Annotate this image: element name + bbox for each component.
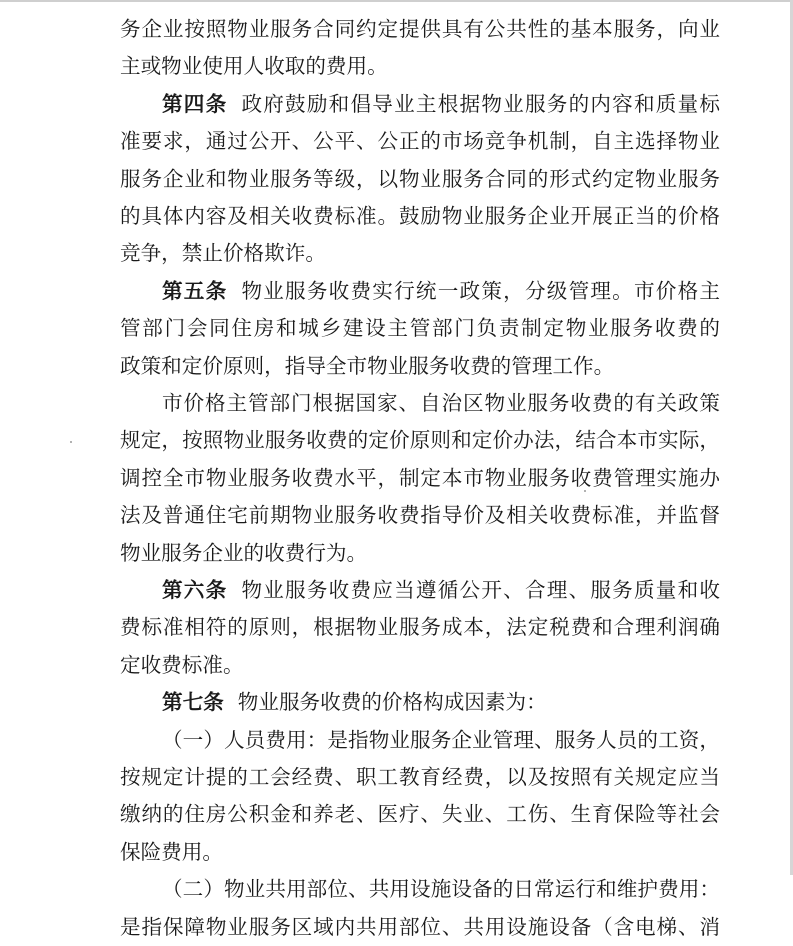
- text-line: 定收费标准。: [120, 652, 244, 677]
- text-segment: 物业服务收费的价格构成因素为：: [237, 690, 547, 715]
- text-line: 保险费用。: [120, 839, 223, 864]
- text-line: 法及普通住宅前期物业服务收费指导价及相关收费标准，并监督: [120, 503, 720, 528]
- text-line: 市价格主管部门根据国家、自治区物业服务收费的有关政策: [162, 391, 720, 415]
- text-line: 缴纳的住房公积金和养老、医疗、失业、工伤、生育保险等社会: [120, 802, 720, 827]
- text-segment: 物业服务收费实行统一政策，分级管理。市价格主: [241, 278, 720, 303]
- article-line: [162, 85, 720, 123]
- article-line: [162, 683, 720, 721]
- text-line: 物业服务企业的收费行为。: [120, 540, 368, 565]
- article-number: 第五条: [162, 278, 228, 303]
- article-line: [162, 571, 720, 609]
- text-segment: 物业服务收费应当遵循公开、合理、服务质量和收: [241, 578, 720, 602]
- scan-speck: [70, 441, 72, 443]
- article-number: 第七条: [162, 690, 224, 715]
- text-line: 调控全市物业服务收费水平，制定本市物业服务收费管理实施办: [120, 465, 720, 490]
- text-line: 竞争，禁止价格欺诈。: [120, 241, 326, 266]
- text-line: 管部门会同住房和城乡建设主管部门负责制定物业服务收费的: [120, 316, 720, 341]
- article-number: 第六条: [162, 578, 228, 602]
- scan-speck: [584, 490, 586, 492]
- text-line: 政策和定价原则，指导全市物业服务收费的管理工作。: [120, 353, 615, 378]
- article-line: [162, 272, 720, 310]
- text-line: 的具体内容及相关收费标准。鼓励物业服务企业开展正当的价格: [120, 204, 720, 228]
- text-line: 是指保障物业服务区域内共用部位、共用设施设备（含电梯、消: [120, 914, 720, 939]
- text-line: 务企业按照物业服务合同约定提供具有公共性的基本服务，向业: [120, 17, 720, 41]
- text-line: （二）物业共用部位、共用设施设备的日常运行和维护费用：: [162, 877, 720, 902]
- text-segment: 政府鼓励和倡导业主根据物业服务的内容和质量标: [241, 91, 720, 116]
- text-line: （一）人员费用：是指物业服务企业管理、服务人员的工资，: [162, 727, 720, 752]
- text-line: 服务企业和物业服务等级，以物业服务合同的形式约定物业服务: [120, 166, 720, 191]
- text-line: 主或物业使用人收取的费用。: [120, 54, 388, 79]
- text-line: 按规定计提的工会经费、职工教育经费，以及按照有关规定应当: [120, 765, 720, 789]
- text-line: 费标准相符的原则，根据物业服务成本，法定税费和合理利润确: [120, 615, 720, 640]
- text-line: 准要求，通过公开、公平、公正的市场竞争机制，自主选择物业: [120, 129, 720, 154]
- text-line: 规定，按照物业服务收费的定价原则和定价办法，结合本市实际，: [120, 428, 720, 453]
- article-number: 第四条: [162, 91, 228, 116]
